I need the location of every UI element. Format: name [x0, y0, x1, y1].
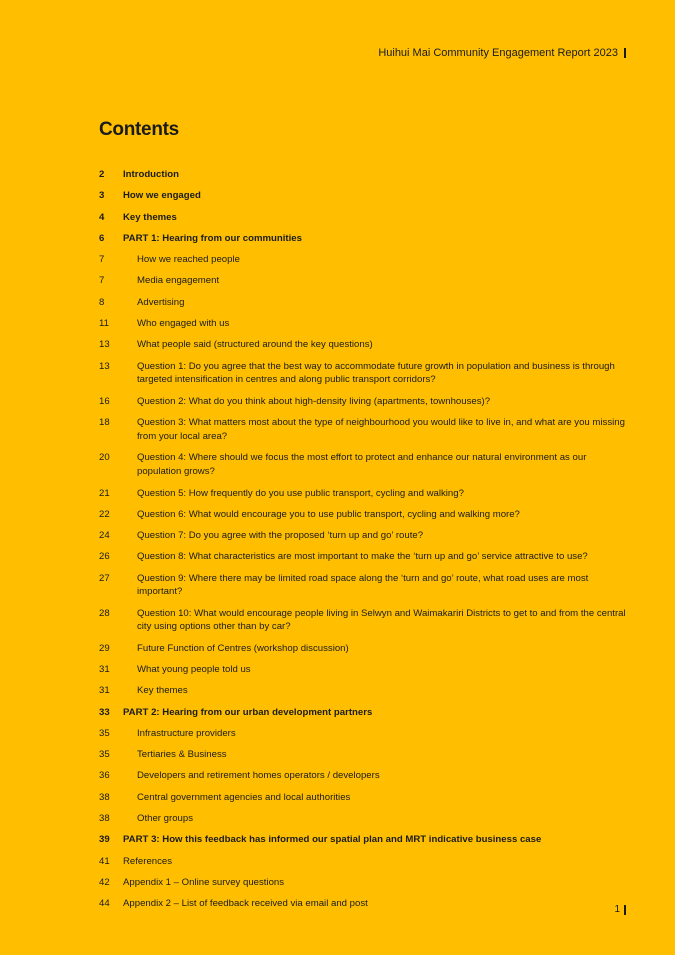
- toc-label: Other groups: [137, 813, 193, 825]
- toc-entry[interactable]: [99, 487, 629, 501]
- toc-label: Infrastructure providers: [137, 727, 236, 739]
- toc-page-number: 27: [99, 572, 110, 584]
- toc-label: Question 2: What do you think about high-density living (apartments, townhouses)?: [137, 395, 491, 407]
- toc-entry[interactable]: [99, 727, 629, 741]
- table-of-contents: [99, 168, 629, 919]
- toc-entry[interactable]: [99, 748, 629, 762]
- toc-entry[interactable]: [99, 572, 629, 599]
- toc-page-number: 28: [99, 607, 110, 619]
- toc-page-number: 7: [99, 254, 105, 266]
- toc-label: Who engaged with us: [137, 318, 230, 330]
- toc-page-number: 4: [99, 211, 105, 223]
- toc-entry[interactable]: [99, 855, 629, 869]
- toc-label: Question 8: What characteristics are most important to make the ‘turn up and go’ service attractive to use?: [137, 551, 588, 563]
- toc-page-number: 39: [99, 834, 110, 846]
- toc-label: Question 3: What matters most about the type of neighbourhood you would like to live in, and what are you missing from your local area?: [137, 417, 625, 442]
- toc-label: References: [123, 855, 173, 867]
- toc-entry[interactable]: [99, 274, 629, 288]
- toc-label: Developers and retirement homes operators / developers: [137, 770, 380, 782]
- toc-entry[interactable]: [99, 211, 629, 225]
- toc-label: What young people told us: [137, 664, 251, 675]
- toc-label: Central government agencies and local authorities: [137, 791, 351, 803]
- toc-entry[interactable]: [99, 508, 629, 522]
- toc-label: Introduction: [123, 169, 179, 180]
- toc-entry[interactable]: [99, 253, 629, 267]
- toc-entry[interactable]: [99, 360, 629, 387]
- toc-label: Question 10: What would encourage people living in Selwyn and Waimakariri Districts to get to and from the central city using options other than by car?: [137, 607, 626, 633]
- report-title: Huihui Mai Community Engagement Report 2023: [378, 47, 618, 59]
- toc-label: Media engagement: [137, 275, 220, 287]
- toc-page-number: 8: [99, 296, 105, 308]
- toc-label: How we reached people: [137, 254, 240, 266]
- toc-page-number: 21: [99, 487, 110, 499]
- toc-entry[interactable]: [99, 791, 629, 805]
- toc-entry[interactable]: [99, 684, 629, 698]
- toc-page-number: 18: [99, 417, 110, 429]
- toc-page-number: 13: [99, 360, 110, 372]
- header-bar-mark: [624, 48, 626, 58]
- toc-entry[interactable]: [99, 706, 629, 720]
- toc-entry[interactable]: [99, 642, 629, 656]
- toc-page-number: 7: [99, 275, 105, 287]
- toc-entry[interactable]: [99, 451, 629, 478]
- toc-entry[interactable]: [99, 395, 629, 409]
- toc-label: PART 1: Hearing from our communities: [123, 232, 302, 244]
- footer-bar-mark: [624, 905, 626, 915]
- toc-entry[interactable]: [99, 296, 629, 310]
- toc-page-number: 44: [99, 898, 110, 910]
- toc-label: PART 3: How this feedback has informed our spatial plan and MRT indicative business case: [123, 834, 542, 846]
- toc-page-number: 22: [99, 508, 110, 520]
- toc-page-number: 11: [99, 318, 109, 330]
- toc-page-number: 38: [99, 791, 110, 803]
- toc-entry[interactable]: [99, 663, 629, 677]
- toc-label: Question 4: Where should we focus the most effort to protect and enhance our natural environment as our population grows?: [137, 452, 587, 477]
- toc-page-number: 41: [99, 855, 110, 867]
- toc-page-number: 24: [99, 530, 110, 542]
- toc-entry[interactable]: [99, 769, 629, 783]
- toc-label: Key themes: [123, 211, 177, 223]
- toc-entry[interactable]: [99, 232, 629, 246]
- toc-label: Question 1: Do you agree that the best way to accommodate future growth in population and business is through targeted intensification in centres and along public transport corridors?: [137, 360, 615, 386]
- page-footer: [614, 904, 626, 915]
- toc-label: Question 9: Where there may be limited road space along the ‘turn and go’ route, what road uses are most important?: [137, 572, 589, 598]
- toc-entry[interactable]: [99, 550, 629, 564]
- toc-label: Question 5: How frequently do you use public transport, cycling and walking?: [137, 487, 464, 499]
- page-number: 1: [614, 904, 620, 915]
- toc-label: Appendix 1 – Online survey questions: [123, 876, 285, 888]
- toc-label: Appendix 2 – List of feedback received via email and post: [123, 898, 368, 910]
- toc-page-number: 3: [99, 190, 105, 202]
- toc-label: Question 7: Do you agree with the proposed ‘turn up and go’ route?: [137, 530, 424, 542]
- toc-page-number: 31: [99, 685, 110, 697]
- toc-label: Key themes: [137, 685, 188, 697]
- toc-label: What people said (structured around the key questions): [137, 339, 373, 351]
- toc-page-number: 26: [99, 551, 110, 563]
- toc-label: Advertising: [137, 296, 185, 308]
- toc-label: Future Function of Centres (workshop discussion): [137, 642, 349, 654]
- toc-page-number: 6: [99, 232, 105, 244]
- toc-page-number: 29: [99, 642, 110, 654]
- toc-entry[interactable]: [99, 607, 629, 634]
- toc-page-number: 35: [99, 727, 110, 739]
- toc-page-number: 42: [99, 876, 110, 888]
- toc-entry[interactable]: [99, 812, 629, 826]
- toc-page-number: 36: [99, 770, 110, 782]
- toc-label: How we engaged: [123, 190, 201, 202]
- toc-entry[interactable]: [99, 876, 629, 890]
- toc-entry[interactable]: [99, 833, 629, 847]
- toc-entry[interactable]: [99, 189, 629, 203]
- toc-page-number: 33: [99, 706, 110, 718]
- toc-page-number: 2: [99, 169, 105, 180]
- toc-page-number: 20: [99, 452, 110, 464]
- toc-entry[interactable]: [99, 168, 629, 182]
- contents-heading: Contents: [99, 119, 179, 140]
- toc-entry[interactable]: [99, 529, 629, 543]
- running-header: [378, 47, 626, 59]
- toc-page-number: 38: [99, 813, 110, 825]
- toc-page-number: 13: [99, 339, 110, 351]
- toc-entry[interactable]: [99, 897, 629, 911]
- toc-label: Question 6: What would encourage you to use public transport, cycling and walking more?: [137, 508, 520, 520]
- toc-page-number: 31: [99, 664, 110, 675]
- toc-entry[interactable]: [99, 338, 629, 352]
- toc-entry[interactable]: [99, 317, 629, 331]
- toc-label: Tertiaries & Business: [137, 749, 227, 761]
- toc-entry[interactable]: [99, 416, 629, 443]
- toc-page-number: 16: [99, 395, 110, 407]
- toc-label: PART 2: Hearing from our urban development partners: [123, 706, 373, 718]
- toc-page-number: 35: [99, 749, 110, 761]
